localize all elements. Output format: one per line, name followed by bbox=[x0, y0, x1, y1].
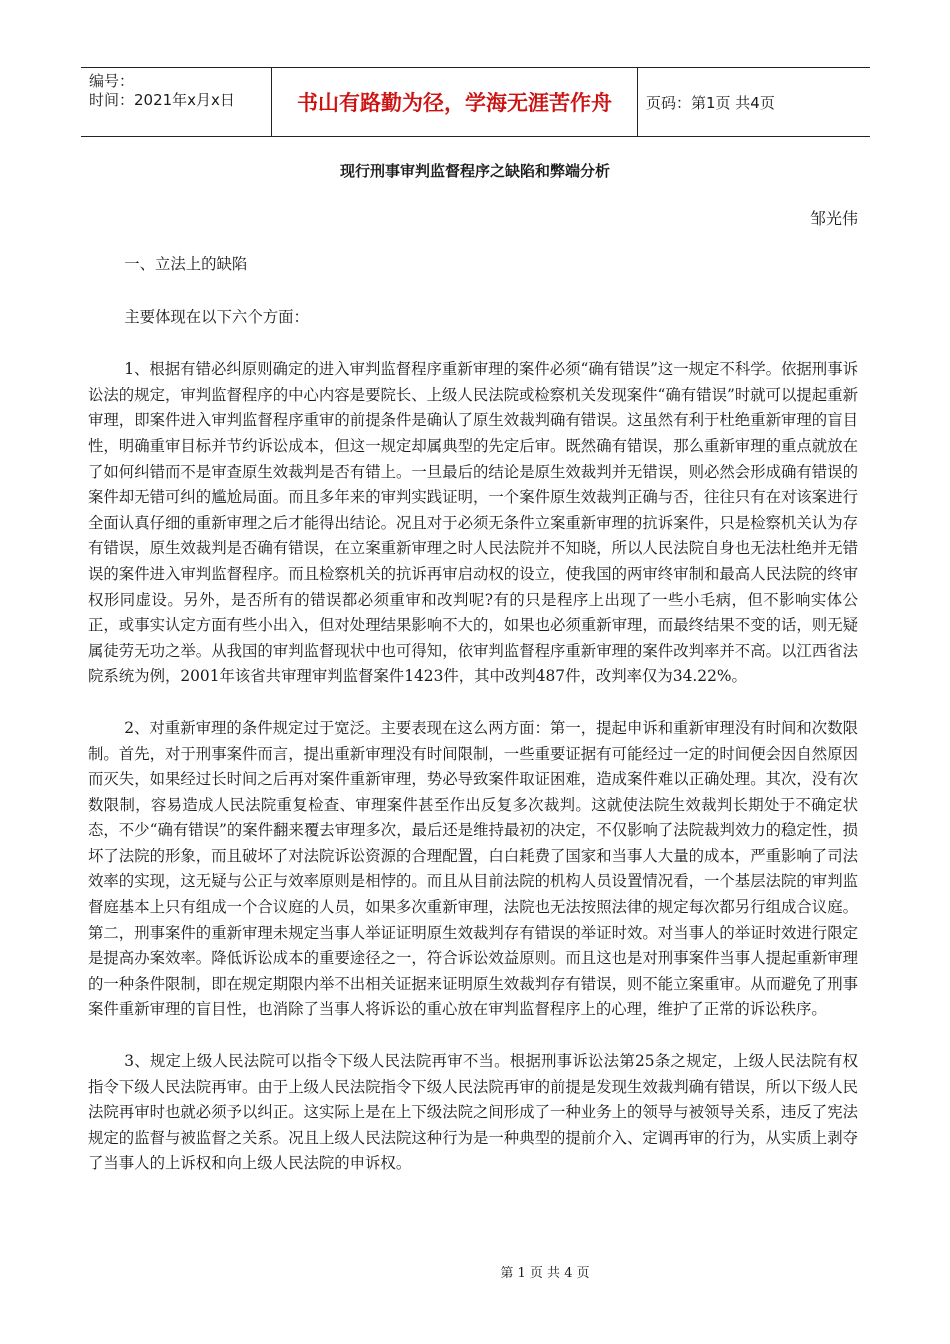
header-meta bbox=[81, 68, 272, 136]
document-number-label: 编号： bbox=[89, 72, 135, 90]
document-date-label: 时间：2021年x月x日 bbox=[89, 91, 235, 109]
body-paragraph: 1、根据有错必纠原则确定的进入审判监督程序重新审理的案件必须“确有错误”这一规定不科学。依据刑事诉讼法的规定，审判监督程序的中心内容是要院长、上级人民法院或检察机关发现案件“确有错误”时就可以提起重新审理，即案件进入审判监督程序重审的前提条件是确认了原生效裁判确有错误。这虽然有利于杜绝重新审理的盲目性，明确重审目标并节约诉讼成本，但这一规定却属典型的先定后审。既然确有错误，那么重新审理的重点就放在了如何纠错而不是审查原生效裁判是否有错上。一旦最后的结论是原生效裁判并无错误，则必然会形成确有错误的案件却无错可纠的尴尬局面。而且多年来的审判实践证明，一个案件原生效裁判正确与否，往往只有在对该案进行全面认真仔细的重新审理之后才能得出结论。况且对于必须无条件立案重新审理的抗诉案件，只是检察机关认为存有错误，原生效裁判是否确有错误，在立案重新审理之时人民法院并不知晓，所以人民法院自身也无法杜绝并无错误的案件进入审判监督程序。而且检察机关的抗诉再审启动权的设立，使我国的两审终审制和最高人民法院的终审权形同虚设。另外，是否所有的错误都必须重审和改判呢?有的只是程序上出现了一些小毛病，但不影响实体公正，或事实认定方面有些小出入，但对处理结果影响不大的，如果也必须重新审理，而最终结果不变的话，则无疑属徒劳无功之举。从我国的审判监督现状中也可得知，依审判监督程序重新审理的案件改判率并不高。以江西省法院系统为例，2001年该省共审理审判监督案件1423件，其中改判487件，改判率仅为34.22%。 bbox=[88, 360, 858, 686]
document-title: 现行刑事审判监督程序之缺陷和弊端分析 bbox=[339, 162, 610, 180]
document-author: 邹光伟 bbox=[809, 209, 858, 228]
header-page-info: 页码：第1页 共4页 bbox=[646, 93, 775, 112]
body-paragraph: 3、规定上级人民法院可以指令下级人民法院再审不当。根据刑事诉讼法第25条之规定，上级人民法院有权指令下级人民法院再审。由于上级人民法院指令下级人民法院再审的前提是发现生效裁判确有错误，所以下级人民法院再审时也就必须予以纠正。这实际上是在上下级法院之间形成了一种业务上的领导与被领导关系，违反了宪法规定的监督与被监督之关系。况且上级人民法院这种行为是一种典型的提前介入、定调再审的行为，从实质上剥夺了当事人的上诉权和向上级人民法院的申诉权。 bbox=[88, 1052, 858, 1173]
intro-paragraph: 主要体现在以下六个方面： bbox=[124, 307, 309, 326]
document-body bbox=[88, 252, 858, 1203]
header-motto: 书山有路勤为径，学海无涯苦作舟 bbox=[272, 68, 638, 136]
page-footer: 第 1 页 共 4 页 bbox=[500, 1266, 590, 1281]
section-heading: 一、立法上的缺陷 bbox=[124, 255, 248, 273]
body-paragraph: 2、对重新审理的条件规定过于宽泛。主要表现在这么两方面：第一，提起申诉和重新审理没有时间和次数限制。首先，对于刑事案件而言，提出重新审理没有时间限制，一些重要证据有可能经过一定的时间便会因自然原因而灭失，如果经过长时间之后再对案件重新审理，势必导致案件取证困难，造成案件难以正确处理。其次，没有次数限制，容易造成人民法院重复检查、审理案件甚至作出反复多次裁判。这就使法院生效裁判长期处于不确定状态，不少“确有错误”的案件翻来覆去审理多次，最后还是维持最初的决定，不仅影响了法院裁判效力的稳定性，损坏了法院的形象，而且破坏了对法院诉讼资源的合理配置，白白耗费了国家和当事人大量的成本，严重影响了司法效率的实现，这无疑与公正与效率原则是相悖的。而且从目前法院的机构人员设置情况看，一个基层法院的审判监督庭基本上只有组成一个合议庭的人员，如果多次重新审理，法院也无法按照法律的规定每次都另行组成合议庭。第二，刑事案件的重新审理未规定当事人举证证明原生效裁判存有错误的举证时效。对当事人的举证时效进行限定是提高办案效率。降低诉讼成本的重要途径之一，符合诉讼效益原则。而且这也是对刑事案件当事人提起重新审理的一种条件限制，即在规定期限内举不出相关证据来证明原生效裁判存有错误，则不能立案重审。从而避免了刑事案件重新审理的盲目性，也消除了当事人将诉讼的重心放在审判监督程序上的心理，维护了正常的诉讼秩序。 bbox=[88, 718, 858, 1019]
document-header bbox=[81, 67, 870, 137]
